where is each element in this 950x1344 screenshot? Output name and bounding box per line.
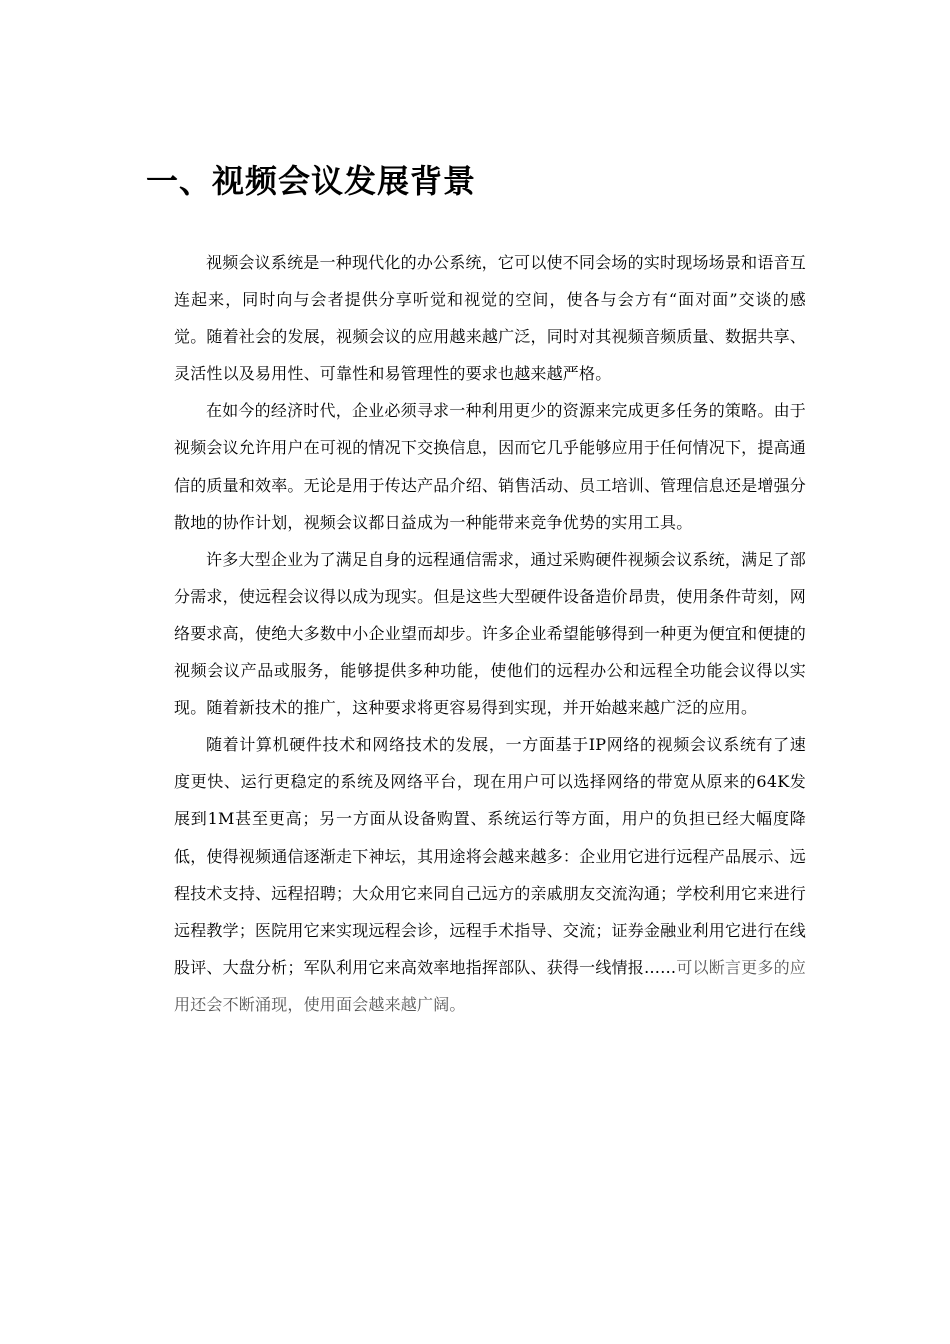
paragraph-3: 许多大型企业为了满足自身的远程通信需求，通过采购硬件视频会议系统，满足了部分需求，使远程会议得以成为现实。但是这些大型硬件设备造价昂贵，使用条件苛刻，网络要求高，使绝大多数中小企业望而却步。许多企业希望能够得到一种更为便宜和便捷的视频会议产品或服务，能够提供多种功能，使他们的远程办公和远程全功能会议得以实现。随着新技术的推广，这种要求将更容易得到实现，并开始越来越广泛的应用。 (174, 549, 806, 718)
paragraph-4 (174, 726, 806, 1023)
paragraph-2: 在如今的经济时代，企业必须寻求一种利用更少的资源来完成更多任务的策略。由于视频会议允许用户在可视的情况下交换信息，因而它几乎能够应用于任何情况下，提高通信的质量和效率。无论是用于传达产品介绍、销售活动、员工培训、管理信息还是增强分散地的协作计划，视频会议都日益成为一种能带来竞争优势的实用工具。 (174, 401, 806, 532)
paragraph-4-tail: 可以断言更多的应用还会不断涌现，使用面会越来越广阔。 (174, 957, 807, 1014)
paragraph-4-main: 随着计算机硬件技术和网络技术的发展，一方面基于IP网络的视频会议系统有了速度更快、运行更稳定的系统及网络平台，现在用户可以选择网络的带宽从原来的64K发展到1M甚至更高；另一方面从设备购置、系统运行等方面，用户的负担已经大幅度降低，使得视频通信逐渐走下神坛，其用途将会越来越多：企业用它进行远程产品展示、远程技术支持、远程招聘；大众用它来同自己远方的亲戚朋友交流沟通；学校利用它来进行远程教学；医院用它来实现远程会诊，远程手术指导、交流；证券金融业利用它进行在线股评、大盘分析；军队利用它来高效率地指挥部队、获得一线情报…… (174, 735, 806, 977)
section-heading: 一、视频会议发展背景 (146, 162, 477, 200)
body-text (174, 244, 806, 1023)
paragraph-1: 视频会议系统是一种现代化的办公系统，它可以使不同会场的实时现场场景和语音互连起来，同时向与会者提供分享听觉和视觉的空间，使各与会方有“面对面”交谈的感觉。随着社会的发展，视频会议的应用越来越广泛，同时对其视频音频质量、数据共享、灵活性以及易用性、可靠性和易管理性的要求也越来越严格。 (174, 253, 806, 384)
